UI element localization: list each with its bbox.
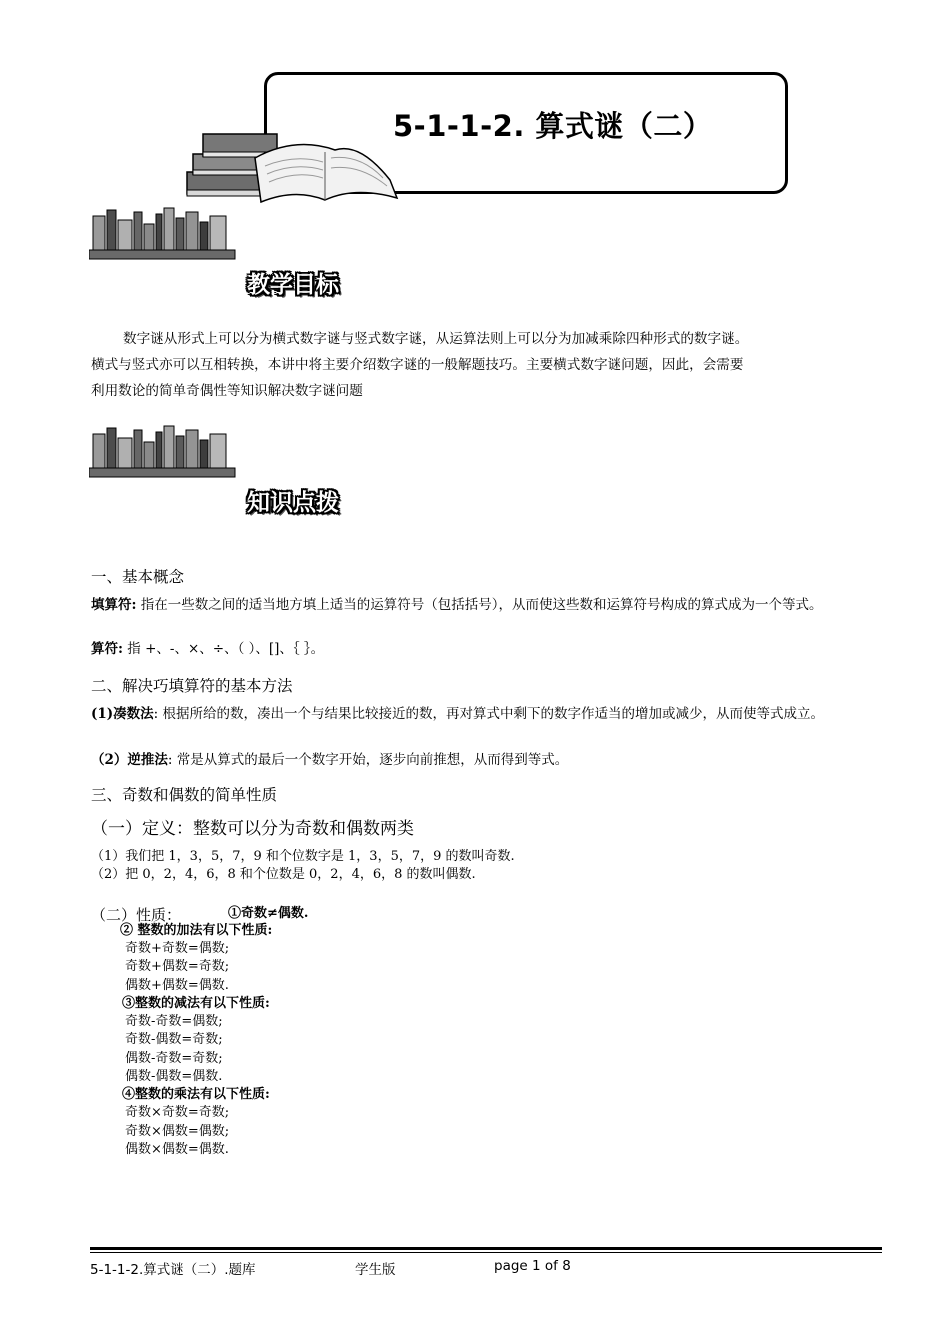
list-item: 偶数-奇数=奇数; xyxy=(125,1051,223,1066)
list-item: 奇数×奇数=奇数; xyxy=(125,1105,230,1120)
footer-rule xyxy=(90,1252,882,1253)
objectives-paragraph xyxy=(91,326,886,404)
operator-definition xyxy=(91,641,886,658)
definition: : 常是从算式的最后一个数字开始，逐步向前推想，从而得到等式。 xyxy=(167,752,569,768)
part1-title: 一、基本概念 xyxy=(91,568,185,586)
footer-doc-name: 5-1-1-2.算式谜（二）.题库 xyxy=(90,1262,256,1278)
list-item: 偶数+偶数=偶数. xyxy=(125,978,229,993)
definition-line-2: （2）把 0，2，4，6，8 和个位数是 0，2，4，6，8 的数叫偶数. xyxy=(91,867,476,882)
subtraction-title: ③整数的减法有以下性质: xyxy=(122,996,270,1011)
books-illustration xyxy=(185,128,400,210)
bookshelf-icon xyxy=(89,424,237,480)
list-item: 奇数-偶数=奇数; xyxy=(125,1032,223,1047)
paragraph-line: 横式与竖式亦可以互相转换，本讲中将主要介绍数字谜的一般解题技巧。主要横式数字谜问题，因此，会需要 xyxy=(91,357,744,373)
term: 填算符: xyxy=(91,597,137,613)
list-item: 偶数×偶数=偶数. xyxy=(125,1142,229,1157)
definition: : 根据所给的数，凑出一个与结果比较接近的数，再对算式中剩下的数字作适当的增加或减少，从而使等式成立。 xyxy=(153,706,825,722)
page-title: 5-1-1-2. 算式谜（二） xyxy=(393,109,713,143)
part2-title: 二、解决巧填算符的基本方法 xyxy=(91,677,293,695)
paragraph-line: 数字谜从形式上可以分为横式数字谜与竖式数字谜，从运算法则上可以分为加减乘除四种形式的数字谜。 xyxy=(123,331,749,347)
footer-edition: 学生版 xyxy=(355,1262,396,1278)
list-item: 奇数×偶数=偶数; xyxy=(125,1124,230,1139)
term: (1)凑数法 xyxy=(91,706,154,722)
list-item: 奇数-奇数=偶数; xyxy=(125,1014,223,1029)
bookshelf-icon xyxy=(89,206,237,262)
list-item: 奇数+奇数=偶数; xyxy=(125,941,230,956)
properties-title: （二）性质： xyxy=(91,906,182,924)
paragraph-line: 利用数论的简单奇偶性等知识解决数字谜问题 xyxy=(91,383,363,399)
property-odd-not-even: ①奇数≠偶数. xyxy=(228,906,309,921)
definition: 指在一些数之间的适当地方填上适当的运算符号（包括括号），从而使这些数和运算符号构成的算式成为一个等式。 xyxy=(136,597,823,613)
part3-title: 三、奇数和偶数的简单性质 xyxy=(91,786,278,804)
term: （2）逆推法 xyxy=(91,752,168,768)
fill-operator-definition xyxy=(91,597,886,614)
definition: 指 +、-、×、÷、（ ）、[]、｛ ｝。 xyxy=(122,641,325,657)
method-2 xyxy=(91,752,886,769)
section-heading-knowledge: 知识点拨 xyxy=(247,490,339,516)
method-1 xyxy=(91,706,886,723)
multiplication-title: ④整数的乘法有以下性质: xyxy=(122,1087,270,1102)
section-heading-objectives: 教学目标 xyxy=(247,272,339,298)
definition-line-1: （1）我们把 1，3，5，7，9 和个位数字是 1，3，5，7，9 的数叫奇数. xyxy=(91,849,515,864)
footer-rule xyxy=(90,1247,882,1250)
definition-title: （一）定义：整数可以分为奇数和偶数两类 xyxy=(91,819,414,839)
list-item: 偶数-偶数=偶数. xyxy=(125,1069,223,1084)
term: 算符: xyxy=(91,641,123,657)
list-item: 奇数+偶数=奇数; xyxy=(125,959,230,974)
addition-title: ② 整数的加法有以下性质: xyxy=(120,923,273,938)
footer-page-number: page 1 of 8 xyxy=(494,1258,571,1274)
